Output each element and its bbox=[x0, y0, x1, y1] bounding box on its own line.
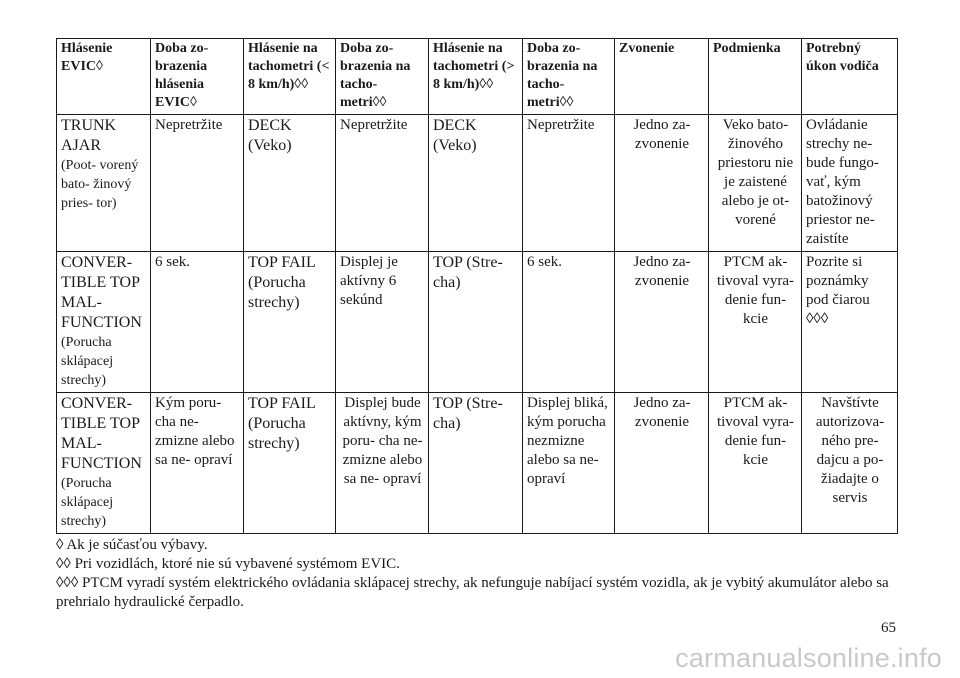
cell-tacho-high: TOP (Stre- cha) bbox=[429, 252, 523, 393]
header-evic-time: Doba zo- brazenia hlásenia EVIC◊ bbox=[151, 39, 244, 115]
cell-tacho-low: DECK (Veko) bbox=[244, 115, 336, 252]
table-row bbox=[57, 393, 898, 534]
cell-condition: PTCM ak- tivoval vyra- denie fun- kcie bbox=[709, 252, 802, 393]
evic-message: CONVER- TIBLE TOP MAL- FUNCTION bbox=[61, 254, 142, 331]
cell-tacho-high-time: Nepretržite bbox=[523, 115, 615, 252]
cell-evic bbox=[57, 115, 151, 252]
header-condition: Podmienka bbox=[709, 39, 802, 115]
footnote: ◊◊ Pri vozidlách, ktoré nie sú vybavené systémom EVIC. bbox=[56, 556, 400, 572]
cell-tacho-low: TOP FAIL (Porucha strechy) bbox=[244, 252, 336, 393]
cell-evic-time: 6 sek. bbox=[151, 252, 244, 393]
cell-tacho-high: TOP (Stre- cha) bbox=[429, 393, 523, 534]
header-tacho-high: Hlásenie na tachometri (> 8 km/h)◊◊ bbox=[429, 39, 523, 115]
cell-evic bbox=[57, 393, 151, 534]
watermark: carmanualsonline.info bbox=[675, 643, 942, 673]
cell-evic-time: Kým poru- cha ne- zmizne alebo sa ne- opraví bbox=[151, 393, 244, 534]
cell-chime: Jedno za- zvonenie bbox=[615, 252, 709, 393]
cell-tacho-low: TOP FAIL (Porucha strechy) bbox=[244, 393, 336, 534]
header-row bbox=[57, 39, 898, 115]
cell-chime: Jedno za- zvonenie bbox=[615, 115, 709, 252]
page-number: 65 bbox=[881, 620, 896, 636]
header-tacho-low-time: Doba zo- brazenia na tacho- metri◊◊ bbox=[336, 39, 429, 115]
manual-page bbox=[56, 38, 897, 612]
cell-condition: PTCM ak- tivoval vyra- denie fun- kcie bbox=[709, 393, 802, 534]
evic-translation: (Porucha sklápacej strechy) bbox=[61, 476, 114, 529]
cell-action: Ovládanie strechy ne- bude fungo- vať, kým batožinový priestor ne- zaistíte bbox=[802, 115, 898, 252]
cell-tacho-low-time: Displej je aktívny 6 sekúnd bbox=[336, 252, 429, 393]
cell-evic bbox=[57, 252, 151, 393]
cell-tacho-high-time: 6 sek. bbox=[523, 252, 615, 393]
cell-evic-time: Nepretržite bbox=[151, 115, 244, 252]
evic-translation: (Poot- vorený bato- žinový pries- tor) bbox=[61, 158, 139, 211]
cell-tacho-low-time: Displej bude aktívny, kým poru- cha ne- zmizne alebo sa ne- opraví bbox=[336, 393, 429, 534]
cell-tacho-high: DECK (Veko) bbox=[429, 115, 523, 252]
header-tacho-high-time: Doba zo- brazenia na tacho- metri◊◊ bbox=[523, 39, 615, 115]
cell-action: Navštívte autorizova- ného pre- dajcu a po- žiadajte o servis bbox=[802, 393, 898, 534]
header-chime: Zvonenie bbox=[615, 39, 709, 115]
footnotes bbox=[56, 536, 897, 612]
evic-message: CONVER- TIBLE TOP MAL- FUNCTION bbox=[61, 395, 142, 472]
message-table bbox=[56, 38, 898, 534]
evic-message: TRUNK AJAR bbox=[61, 117, 117, 154]
table-row bbox=[57, 115, 898, 252]
footnote: ◊ Ak je súčasťou výbavy. bbox=[56, 537, 208, 553]
header-evic: Hlásenie EVIC◊ bbox=[57, 39, 151, 115]
header-tacho-low: Hlásenie na tachometri (< 8 km/h)◊◊ bbox=[244, 39, 336, 115]
cell-action: Pozrite si poznámky pod čiarou ◊◊◊ bbox=[802, 252, 898, 393]
table-row bbox=[57, 252, 898, 393]
header-action: Potrebný úkon vodiča bbox=[802, 39, 898, 115]
cell-condition: Veko bato- žinového priestoru nie je zaistené alebo je ot- vorené bbox=[709, 115, 802, 252]
evic-translation: (Porucha sklápacej strechy) bbox=[61, 335, 114, 388]
footnote: ◊◊◊ PTCM vyradí systém elektrického ovládania sklápacej strechy, ak nefunguje nabíjací systém vozidla, ak je vybitý akumulátor alebo sa prehrialo hydraulické čerpadlo. bbox=[56, 575, 889, 610]
cell-tacho-low-time: Nepretržite bbox=[336, 115, 429, 252]
cell-chime: Jedno za- zvonenie bbox=[615, 393, 709, 534]
cell-tacho-high-time: Displej bliká, kým porucha nezmizne alebo sa ne- opraví bbox=[523, 393, 615, 534]
